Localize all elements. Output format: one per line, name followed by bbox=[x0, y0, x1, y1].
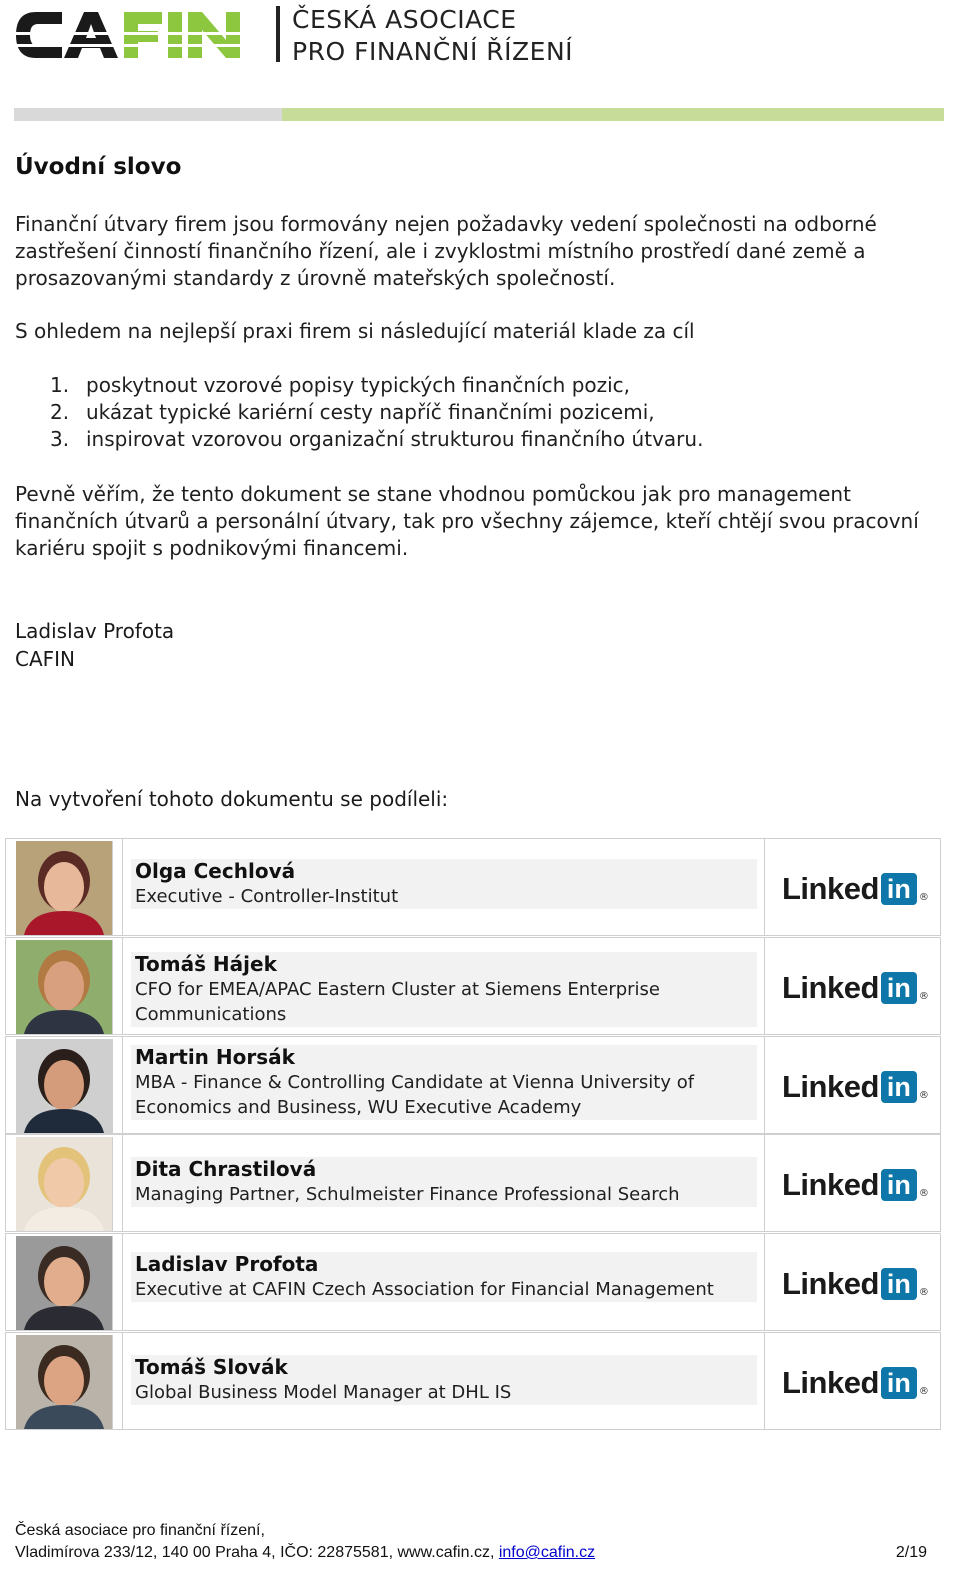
linkedin-in-icon: in bbox=[881, 1268, 917, 1300]
footer-address: Vladimírova 233/12, 140 00 Praha 4, IČO: 22875581, www.cafin.cz, bbox=[15, 1544, 499, 1561]
goals-intro: S ohledem na nejlepší praxi firem si následující materiál klade za cíl bbox=[15, 319, 695, 343]
contributor-role: Executive at CAFIN Czech Association for Financial Management bbox=[135, 1279, 714, 1300]
list-number: 2. bbox=[50, 400, 70, 424]
linkedin-in-icon: in bbox=[881, 1367, 917, 1399]
linkedin-wordmark: Linked bbox=[782, 1266, 879, 1301]
list-text: inspirovat vzorovou organizační strukturou finančního útvaru. bbox=[86, 427, 704, 451]
contributor-role: Global Business Model Manager at DHL IS bbox=[135, 1382, 512, 1403]
linkedin-logo-link[interactable] bbox=[782, 1167, 929, 1203]
contributor-role: MBA - Finance & Controlling Candidate at Vienna University of Economics and Business, WU Executive Academy bbox=[135, 1072, 695, 1118]
linkedin-logo-link[interactable] bbox=[782, 871, 929, 907]
linkedin-wordmark: Linked bbox=[782, 871, 879, 906]
organization-name bbox=[292, 4, 573, 68]
goals-list bbox=[50, 372, 703, 453]
cell-divider bbox=[122, 1135, 123, 1231]
linkedin-logo-link[interactable] bbox=[782, 970, 929, 1006]
contributor-name: Ladislav Profota bbox=[135, 1252, 319, 1276]
linkedin-in-icon: in bbox=[881, 1169, 917, 1201]
contributor-name: Olga Cechlová bbox=[135, 859, 296, 883]
contributor-info bbox=[131, 859, 757, 909]
cell-divider bbox=[764, 1037, 765, 1133]
list-item bbox=[50, 372, 703, 399]
org-name-line2: PRO FINANČNÍ ŘÍZENÍ bbox=[292, 37, 574, 66]
registered-mark: ® bbox=[918, 1188, 929, 1199]
contributor-row bbox=[5, 1134, 941, 1232]
page-number: 2/19 bbox=[895, 1544, 927, 1561]
list-text: ukázat typické kariérní cesty napříč finančními pozicemi, bbox=[86, 400, 655, 424]
registered-mark: ® bbox=[918, 1386, 929, 1397]
contributor-row bbox=[5, 1036, 941, 1134]
logo-divider bbox=[276, 6, 280, 62]
linkedin-in-icon: in bbox=[881, 972, 917, 1004]
footer-line1: Česká asociace pro finanční řízení, bbox=[15, 1522, 265, 1539]
linkedin-wordmark: Linked bbox=[782, 970, 879, 1005]
contributor-name: Dita Chrastilová bbox=[135, 1157, 317, 1181]
cell-divider bbox=[764, 1333, 765, 1429]
contributor-row bbox=[5, 937, 941, 1035]
footer-line2 bbox=[15, 1542, 927, 1564]
list-number: 3. bbox=[50, 427, 70, 451]
contributor-role: Managing Partner, Schulmeister Finance Professional Search bbox=[135, 1184, 680, 1205]
contributor-row bbox=[5, 1332, 941, 1430]
contributor-info bbox=[131, 1355, 757, 1405]
contributor-role: CFO for EMEA/APAC Eastern Cluster at Siemens Enterprise Communications bbox=[135, 979, 660, 1025]
contributor-name: Martin Horsák bbox=[135, 1045, 295, 1069]
linkedin-logo-link[interactable] bbox=[782, 1266, 929, 1302]
list-number: 1. bbox=[50, 373, 70, 397]
cell-divider bbox=[764, 938, 765, 1034]
cafin-logo bbox=[14, 4, 254, 66]
signature-name: Ladislav Profota bbox=[15, 619, 175, 643]
linkedin-wordmark: Linked bbox=[782, 1167, 879, 1202]
linkedin-logo-link[interactable] bbox=[782, 1365, 929, 1401]
cell-divider bbox=[122, 1333, 123, 1429]
cell-divider bbox=[122, 938, 123, 1034]
contributor-info bbox=[131, 1252, 757, 1302]
cell-divider bbox=[122, 839, 123, 935]
contributor-name: Tomáš Slovák bbox=[135, 1355, 288, 1379]
contributors-heading: Na vytvoření tohoto dokumentu se podíleli: bbox=[15, 787, 449, 811]
cell-divider bbox=[122, 1234, 123, 1330]
footer-email-link[interactable]: info@cafin.cz bbox=[498, 1544, 596, 1561]
contributor-info bbox=[131, 952, 757, 1027]
contributor-info bbox=[131, 1157, 757, 1207]
registered-mark: ® bbox=[918, 892, 929, 903]
contributor-photo bbox=[16, 1335, 113, 1429]
registered-mark: ® bbox=[918, 1090, 929, 1101]
header-band-green bbox=[282, 108, 944, 121]
contributor-row bbox=[5, 838, 941, 936]
contributor-row bbox=[5, 1233, 941, 1331]
contributor-role: Executive - Controller-Institut bbox=[135, 886, 399, 907]
linkedin-logo-link[interactable] bbox=[782, 1069, 929, 1105]
list-item bbox=[50, 426, 703, 453]
header-band-gray bbox=[14, 108, 282, 121]
list-text: poskytnout vzorové popisy typických finančních pozic, bbox=[86, 373, 631, 397]
linkedin-in-icon: in bbox=[881, 1071, 917, 1103]
cell-divider bbox=[764, 1234, 765, 1330]
linkedin-wordmark: Linked bbox=[782, 1365, 879, 1400]
cell-divider bbox=[764, 1135, 765, 1231]
linkedin-in-icon: in bbox=[881, 873, 917, 905]
contributor-info bbox=[131, 1045, 757, 1120]
registered-mark: ® bbox=[918, 1287, 929, 1298]
linkedin-wordmark: Linked bbox=[782, 1069, 879, 1104]
contributor-photo bbox=[16, 841, 113, 935]
contributor-photo bbox=[16, 940, 113, 1034]
signature-org: CAFIN bbox=[15, 647, 76, 671]
list-item bbox=[50, 399, 703, 426]
registered-mark: ® bbox=[918, 991, 929, 1002]
signature bbox=[15, 617, 174, 673]
org-name-line1: ČESKÁ ASOCIACE bbox=[292, 5, 517, 34]
contributor-photo bbox=[16, 1236, 113, 1330]
cell-divider bbox=[122, 1037, 123, 1133]
cell-divider bbox=[764, 839, 765, 935]
contributor-name: Tomáš Hájek bbox=[135, 952, 277, 976]
closing-paragraph: Pevně věřím, že tento dokument se stane vhodnou pomůckou jak pro management finančních útvarů a personální útvary, tak pro všechny zájemce, kteří chtějí svou pracovní kariéru spojit s podnikovými financemi. bbox=[15, 482, 919, 560]
intro-paragraph: Finanční útvary firem jsou formovány nejen požadavky vedení společnosti na odborné zastřešení činností finančního řízení, ale i zvyklostmi místního prostředí dané země a prosazovanými standardy z úrovně mateřských společností. bbox=[15, 212, 877, 290]
page-footer bbox=[15, 1520, 927, 1564]
contributor-photo bbox=[16, 1137, 113, 1231]
contributor-photo bbox=[16, 1039, 113, 1133]
page-title: Úvodní slovo bbox=[15, 154, 182, 180]
page-header bbox=[14, 0, 944, 125]
